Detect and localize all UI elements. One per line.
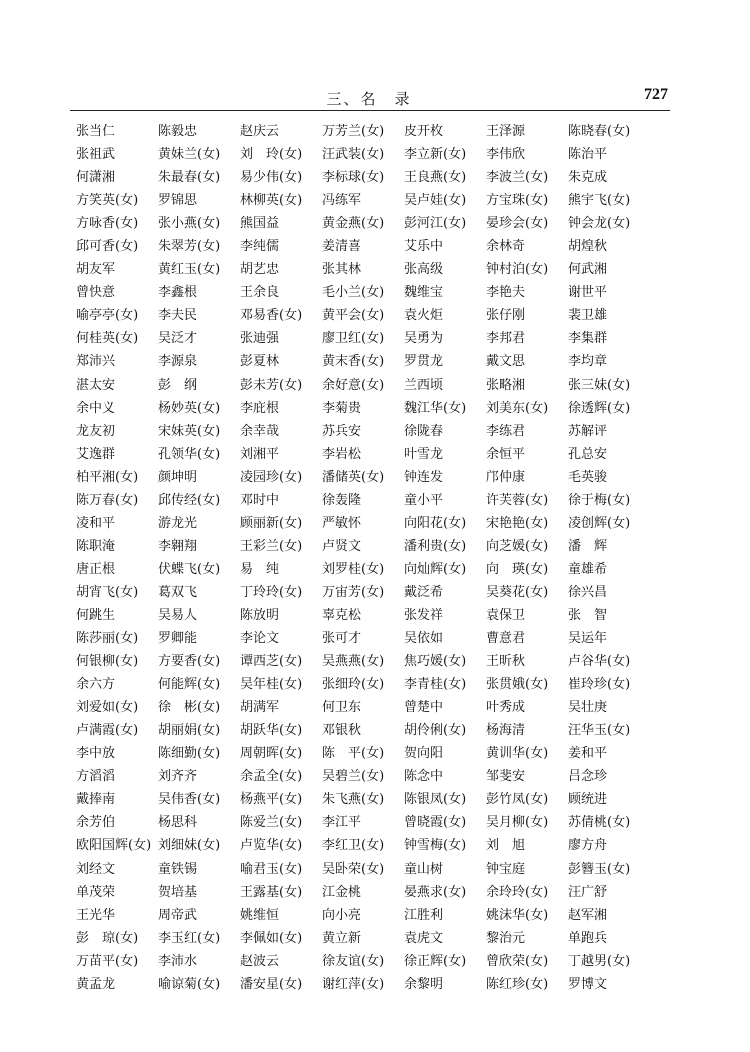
name-entry: 彭簪玉(女)	[568, 861, 631, 877]
name-entry: 李岩松	[322, 446, 362, 462]
name-entry: 吴依如	[404, 631, 444, 647]
name-entry: 钟连发	[404, 469, 444, 485]
name-entry: 姚维恒	[240, 907, 280, 923]
name-entry: 魏维宝	[404, 285, 444, 301]
name-entry: 苏解评	[568, 423, 608, 439]
name-entry: 李江平	[322, 815, 362, 831]
name-entry: 卢贤文	[322, 538, 362, 554]
name-entry: 单跑兵	[568, 930, 608, 946]
name-entry: 赵军湘	[568, 907, 608, 923]
name-entry: 毛英骏	[568, 469, 608, 485]
name-entry: 朱克成	[568, 170, 608, 186]
name-entry: 艾逸群	[76, 446, 116, 462]
name-entry: 徐于梅(女)	[568, 492, 631, 508]
name-entry: 向 瑛(女)	[486, 561, 549, 577]
name-entry: 张祖武	[76, 147, 116, 163]
name-entry: 何桂英(女)	[76, 331, 139, 347]
name-entry: 张高级	[404, 262, 444, 278]
name-entry: 李翱翔	[158, 538, 198, 554]
name-entry: 曾欣荣(女)	[486, 953, 549, 969]
page-number: 727	[644, 86, 668, 103]
name-entry: 余芳伯	[76, 815, 116, 831]
name-entry: 何卫东	[322, 700, 362, 716]
name-entry: 丁玲玲(女)	[240, 584, 303, 600]
name-entry: 陈念中	[404, 769, 444, 785]
name-entry: 戴文思	[486, 354, 526, 370]
name-entry: 宋艳艳(女)	[486, 515, 549, 531]
name-entry: 余林奇	[486, 239, 526, 255]
name-entry: 邓易香(女)	[240, 308, 303, 324]
name-entry: 童山树	[404, 861, 444, 877]
name-entry: 邹斐安	[486, 769, 526, 785]
name-entry: 刘爱如(女)	[76, 700, 139, 716]
name-entry: 陈晓春(女)	[568, 124, 631, 139]
name-entry: 向小亮	[322, 907, 362, 923]
name-entry: 吴燕燕(女)	[322, 654, 385, 670]
name-entry: 袁虎文	[404, 930, 444, 946]
name-entry: 戴捧南	[76, 792, 116, 808]
name-entry: 张当仁	[76, 124, 116, 139]
name-entry: 廖卫红(女)	[322, 331, 385, 347]
name-entry: 方要香(女)	[158, 654, 221, 670]
name-entry: 朱飞燕(女)	[322, 792, 385, 808]
name-entry: 徐陇春	[404, 423, 444, 439]
name-entry: 陈职淹	[76, 538, 116, 554]
name-entry: 李均章	[568, 354, 608, 370]
name-entry: 崔玲珍(女)	[568, 677, 631, 693]
name-entry: 凌和平	[76, 515, 116, 531]
name-entry: 张小燕(女)	[158, 216, 221, 232]
name-entry: 杨海清	[486, 723, 526, 739]
name-entry: 方咏香(女)	[76, 216, 139, 232]
name-entry: 万宙芳(女)	[322, 584, 385, 600]
name-entry: 汪广舒	[568, 884, 608, 900]
name-entry: 罗卿能	[158, 631, 198, 647]
name-entry: 胡跃华(女)	[240, 723, 303, 739]
name-entry: 宋妹英(女)	[158, 423, 221, 439]
name-entry: 顾统进	[568, 792, 608, 808]
name-entry: 陈 平(女)	[322, 746, 385, 762]
name-entry: 黄末香(女)	[322, 354, 385, 370]
name-entry: 苏兵安	[322, 423, 362, 439]
name-entry: 卢谷华(女)	[568, 654, 631, 670]
name-entry: 徐轰隆	[322, 492, 362, 508]
section-title: 三、名 录	[326, 90, 412, 108]
name-entry: 顾丽新(女)	[240, 515, 303, 531]
name-entry: 邱可香(女)	[76, 239, 139, 255]
name-entry: 汪武装(女)	[322, 147, 385, 163]
name-entry: 冯练军	[322, 193, 362, 209]
name-entry: 单茂荣	[76, 884, 116, 900]
name-entry: 卢满霞(女)	[76, 723, 139, 739]
name-entry: 张 智	[568, 607, 608, 623]
name-entry: 童铁锡	[158, 861, 198, 877]
name-entry: 方宝珠(女)	[486, 193, 549, 209]
name-entry: 陈治平	[568, 147, 608, 163]
name-entry: 李波兰(女)	[486, 170, 549, 186]
name-entry: 凌创辉(女)	[568, 515, 631, 531]
name-entry: 曹意君	[486, 631, 526, 647]
name-entry: 张细玲(女)	[322, 677, 385, 693]
name-entry: 陈细勤(女)	[158, 746, 221, 762]
name-entry: 叶秀成	[486, 700, 526, 716]
name-entry: 陈毅忠	[158, 124, 198, 139]
name-entry: 余幸哉	[240, 423, 280, 439]
name-entry: 凌园珍(女)	[240, 469, 303, 485]
name-entry: 贺培基	[158, 884, 198, 900]
name-entry: 黎治元	[486, 930, 526, 946]
name-entry: 朱翠芳(女)	[158, 239, 221, 255]
name-entry: 周帝武	[158, 907, 198, 923]
name-entry: 裴卫雄	[568, 308, 608, 324]
name-entry: 张贯娥(女)	[486, 677, 549, 693]
name-entry: 陈爱兰(女)	[240, 815, 303, 831]
name-entry: 周朝晖(女)	[240, 746, 303, 762]
name-entry: 黄红玉(女)	[158, 262, 221, 278]
name-entry: 艾乐中	[404, 239, 444, 255]
name-entry: 张其林	[322, 262, 362, 278]
name-entry: 朱最春(女)	[158, 170, 221, 186]
name-entry: 杨燕平(女)	[240, 792, 303, 808]
name-entry: 钟雪梅(女)	[404, 838, 467, 854]
name-entry: 吕念珍	[568, 769, 608, 785]
name-entry: 吴月柳(女)	[486, 815, 549, 831]
name-entry: 陈万春(女)	[76, 492, 139, 508]
name-entry: 喻君玉(女)	[240, 861, 303, 877]
name-entry: 曾快意	[76, 285, 116, 301]
name-entry: 徐透辉(女)	[568, 400, 631, 416]
name-entry: 潘 辉	[568, 538, 608, 554]
name-entry: 曾楚中	[404, 700, 444, 716]
name-entry: 谢红萍(女)	[322, 976, 385, 992]
name-entry: 陈红珍(女)	[486, 976, 549, 992]
name-entry: 徐兴昌	[568, 584, 608, 600]
name-entry: 李邦君	[486, 331, 526, 347]
name-entry: 徐正辉(女)	[404, 953, 467, 969]
name-entry: 熊国益	[240, 216, 280, 232]
name-entry: 李纯儒	[240, 239, 280, 255]
name-entry: 姜和平	[568, 746, 608, 762]
name-entry: 严敏怀	[322, 515, 362, 531]
name-entry: 李佩如(女)	[240, 930, 303, 946]
name-entry: 邱传经(女)	[158, 492, 221, 508]
name-entry: 吴葵花(女)	[486, 584, 549, 600]
name-entry: 罗锦思	[158, 193, 198, 209]
name-entry: 黄训华(女)	[486, 746, 549, 762]
name-entry: 王昕秋	[486, 654, 526, 670]
name-entry: 余好意(女)	[322, 377, 385, 393]
name-entry: 李红卫(女)	[322, 838, 385, 854]
name-entry: 何跳生	[76, 607, 116, 623]
name-entry: 万芳兰(女)	[322, 124, 385, 139]
name-entry: 李立新(女)	[404, 147, 467, 163]
name-entry: 潘安星(女)	[240, 976, 303, 992]
name-entry: 万苗平(女)	[76, 953, 139, 969]
name-entry: 刘湘平	[240, 446, 280, 462]
name-entry: 胡宵飞(女)	[76, 584, 139, 600]
name-entry: 许芙蓉(女)	[486, 492, 549, 508]
name-entry: 余孟全(女)	[240, 769, 303, 785]
name-entry: 谭西芝(女)	[240, 654, 303, 670]
name-entry: 刘美东(女)	[486, 400, 549, 416]
name-entry: 王露基(女)	[240, 884, 303, 900]
name-entry: 吴年桂(女)	[240, 677, 303, 693]
name-entry: 胡满军	[240, 700, 280, 716]
name-entry: 曾晓霞(女)	[404, 815, 467, 831]
header-rule	[70, 110, 670, 111]
name-entry: 李庇根	[240, 400, 280, 416]
name-entry: 潘储英(女)	[322, 469, 385, 485]
name-entry: 吴勇为	[404, 331, 444, 347]
name-entry: 晏珍会(女)	[486, 216, 549, 232]
name-entry: 易 纯	[240, 561, 280, 577]
name-entry: 戴泛希	[404, 584, 444, 600]
name-entry: 汪华玉(女)	[568, 723, 631, 739]
name-entry: 李伟欣	[486, 147, 526, 163]
name-entry: 李艳夫	[486, 285, 526, 301]
name-entry: 晏燕求(女)	[404, 884, 467, 900]
name-entry: 陈银凤(女)	[404, 792, 467, 808]
name-entry: 刘细妹(女)	[158, 838, 221, 854]
name-entry: 熊宇飞(女)	[568, 193, 631, 209]
name-entry: 何能辉(女)	[158, 677, 221, 693]
name-entry: 袁保卫	[486, 607, 526, 623]
name-entry: 童小平	[404, 492, 444, 508]
name-entry: 焦巧媛(女)	[404, 654, 467, 670]
name-entry: 陈莎丽(女)	[76, 631, 139, 647]
name-entry: 吴卧荣(女)	[322, 861, 385, 877]
name-entry: 赵庆云	[240, 124, 280, 139]
name-entry: 胡丽娟(女)	[158, 723, 221, 739]
name-entry: 方笑英(女)	[76, 193, 139, 209]
name-entry: 姚沫华(女)	[486, 907, 549, 923]
name-entry: 李夫民	[158, 308, 198, 324]
name-entry: 徐 彬(女)	[158, 700, 221, 716]
name-entry: 李源泉	[158, 354, 198, 370]
name-entry: 游龙光	[158, 515, 198, 531]
name-entry: 皮开枚	[404, 124, 444, 139]
name-entry: 易少伟(女)	[240, 170, 303, 186]
name-entry: 吴卢娃(女)	[404, 193, 467, 209]
name-entry: 刘罗桂(女)	[322, 561, 385, 577]
name-entry: 贺向阳	[404, 746, 444, 762]
name-entry: 彭 琼(女)	[76, 930, 139, 946]
name-entry: 潘利贵(女)	[404, 538, 467, 554]
name-entry: 毛小兰(女)	[322, 285, 385, 301]
name-entry: 钟宝庭	[486, 861, 526, 877]
name-entry: 邓银秋	[322, 723, 362, 739]
name-entry: 王良燕(女)	[404, 170, 467, 186]
name-entry: 林柳英(女)	[240, 193, 303, 209]
name-entry: 余恒平	[486, 446, 526, 462]
name-entry: 王余良	[240, 285, 280, 301]
name-entry: 李青桂(女)	[404, 677, 467, 693]
name-entry: 黄平会(女)	[322, 308, 385, 324]
name-entry: 李论文	[240, 631, 280, 647]
name-entry: 何潇湘	[76, 170, 116, 186]
name-entry: 颜坤明	[158, 469, 198, 485]
name-list	[76, 120, 676, 996]
name-entry: 吴运年	[568, 631, 608, 647]
name-entry: 伏蝶飞(女)	[158, 561, 221, 577]
name-entry: 余六方	[76, 677, 116, 693]
name-entry: 向灿辉(女)	[404, 561, 467, 577]
name-entry: 廖方舟	[568, 838, 608, 854]
name-entry: 魏江华(女)	[404, 400, 467, 416]
name-entry: 余黎明	[404, 976, 444, 992]
name-entry: 彭 纲	[158, 377, 198, 393]
name-entry: 李中放	[76, 746, 116, 762]
name-entry: 胡艺忠	[240, 262, 280, 278]
name-entry: 张发祥	[404, 607, 444, 623]
name-entry: 辜克松	[322, 607, 362, 623]
name-entry: 赵波云	[240, 953, 280, 969]
name-entry: 柏平湘(女)	[76, 469, 139, 485]
name-entry: 黄立新	[322, 930, 362, 946]
name-entry: 李玉红(女)	[158, 930, 221, 946]
name-entry: 吴壮庚	[568, 700, 608, 716]
name-entry: 欧阳国辉(女)	[76, 838, 152, 854]
name-entry: 唐正根	[76, 561, 116, 577]
name-entry: 江金桃	[322, 884, 362, 900]
name-entry: 刘齐齐	[158, 769, 198, 785]
name-entry: 姜清喜	[322, 239, 362, 255]
name-entry: 钟会龙(女)	[568, 216, 631, 232]
name-entry: 张仔刚	[486, 308, 526, 324]
name-entry: 黄孟龙	[76, 976, 116, 992]
page-header	[70, 84, 668, 110]
name-entry: 郑沛兴	[76, 354, 116, 370]
name-entry: 何武湘	[568, 262, 608, 278]
name-entry: 江胜利	[404, 907, 444, 923]
name-entry: 童雄希	[568, 561, 608, 577]
name-entry: 张可才	[322, 631, 362, 647]
name-entry: 兰西顷	[404, 377, 444, 393]
name-entry: 湛太安	[76, 377, 116, 393]
name-entry: 邓时中	[240, 492, 280, 508]
name-entry: 向阳花(女)	[404, 515, 467, 531]
name-entry: 袁火炬	[404, 308, 444, 324]
name-entry: 李沛水	[158, 953, 198, 969]
name-entry: 喻谅菊(女)	[158, 976, 221, 992]
name-entry: 吴易人	[158, 607, 198, 623]
name-entry: 李集群	[568, 331, 608, 347]
name-entry: 黄金燕(女)	[322, 216, 385, 232]
name-entry: 葛双飞	[158, 584, 198, 600]
name-entry: 吴泛才	[158, 331, 198, 347]
name-entry: 王泽源	[486, 124, 526, 139]
name-entry: 彭夏林	[240, 354, 280, 370]
name-entry: 张三妹(女)	[568, 377, 631, 393]
name-entry: 罗贯龙	[404, 354, 444, 370]
name-entry: 龙友初	[76, 423, 116, 439]
name-entry: 胡煌秋	[568, 239, 608, 255]
name-entry: 谢世平	[568, 285, 608, 301]
name-entry: 罗博文	[568, 976, 608, 992]
name-entry: 余中义	[76, 400, 116, 416]
name-entry: 杨思科	[158, 815, 198, 831]
name-entry: 余玲玲(女)	[486, 884, 549, 900]
name-entry: 丁越男(女)	[568, 953, 631, 969]
name-entry: 孔领华(女)	[158, 446, 221, 462]
name-entry: 彭竹凤(女)	[486, 792, 549, 808]
name-entry: 刘 玲(女)	[240, 147, 303, 163]
name-entry: 杨妙英(女)	[158, 400, 221, 416]
name-entry: 胡伶俐(女)	[404, 723, 467, 739]
name-entry: 卢览华(女)	[240, 838, 303, 854]
name-entry: 方滔滔	[76, 769, 116, 785]
name-entry: 苏倩桃(女)	[568, 815, 631, 831]
name-entry: 喻亭亭(女)	[76, 308, 139, 324]
name-entry: 吴碧兰(女)	[322, 769, 385, 785]
name-entry: 叶雪龙	[404, 446, 444, 462]
name-entry: 刘 旭	[486, 838, 526, 854]
name-entry: 陈放明	[240, 607, 280, 623]
name-entry: 彭未芳(女)	[240, 377, 303, 393]
name-entry: 王彩兰(女)	[240, 538, 303, 554]
name-entry: 王光华	[76, 907, 116, 923]
name-entry: 孔总安	[568, 446, 608, 462]
name-entry: 钟村泊(女)	[486, 262, 549, 278]
name-entry: 张迪强	[240, 331, 280, 347]
name-entry: 刘经文	[76, 861, 116, 877]
name-entry: 邝仲康	[486, 469, 526, 485]
name-entry: 徐友谊(女)	[322, 953, 385, 969]
name-entry: 何银柳(女)	[76, 654, 139, 670]
name-entry: 吴伟香(女)	[158, 792, 221, 808]
name-entry: 向芝媛(女)	[486, 538, 549, 554]
name-entry: 黄妹兰(女)	[158, 147, 221, 163]
name-entry: 李标球(女)	[322, 170, 385, 186]
name-entry: 李练君	[486, 423, 526, 439]
name-entry: 彭河江(女)	[404, 216, 467, 232]
name-entry: 李菊贵	[322, 400, 362, 416]
name-entry: 张略湘	[486, 377, 526, 393]
name-entry: 李鑫根	[158, 285, 198, 301]
name-entry: 胡友军	[76, 262, 116, 278]
